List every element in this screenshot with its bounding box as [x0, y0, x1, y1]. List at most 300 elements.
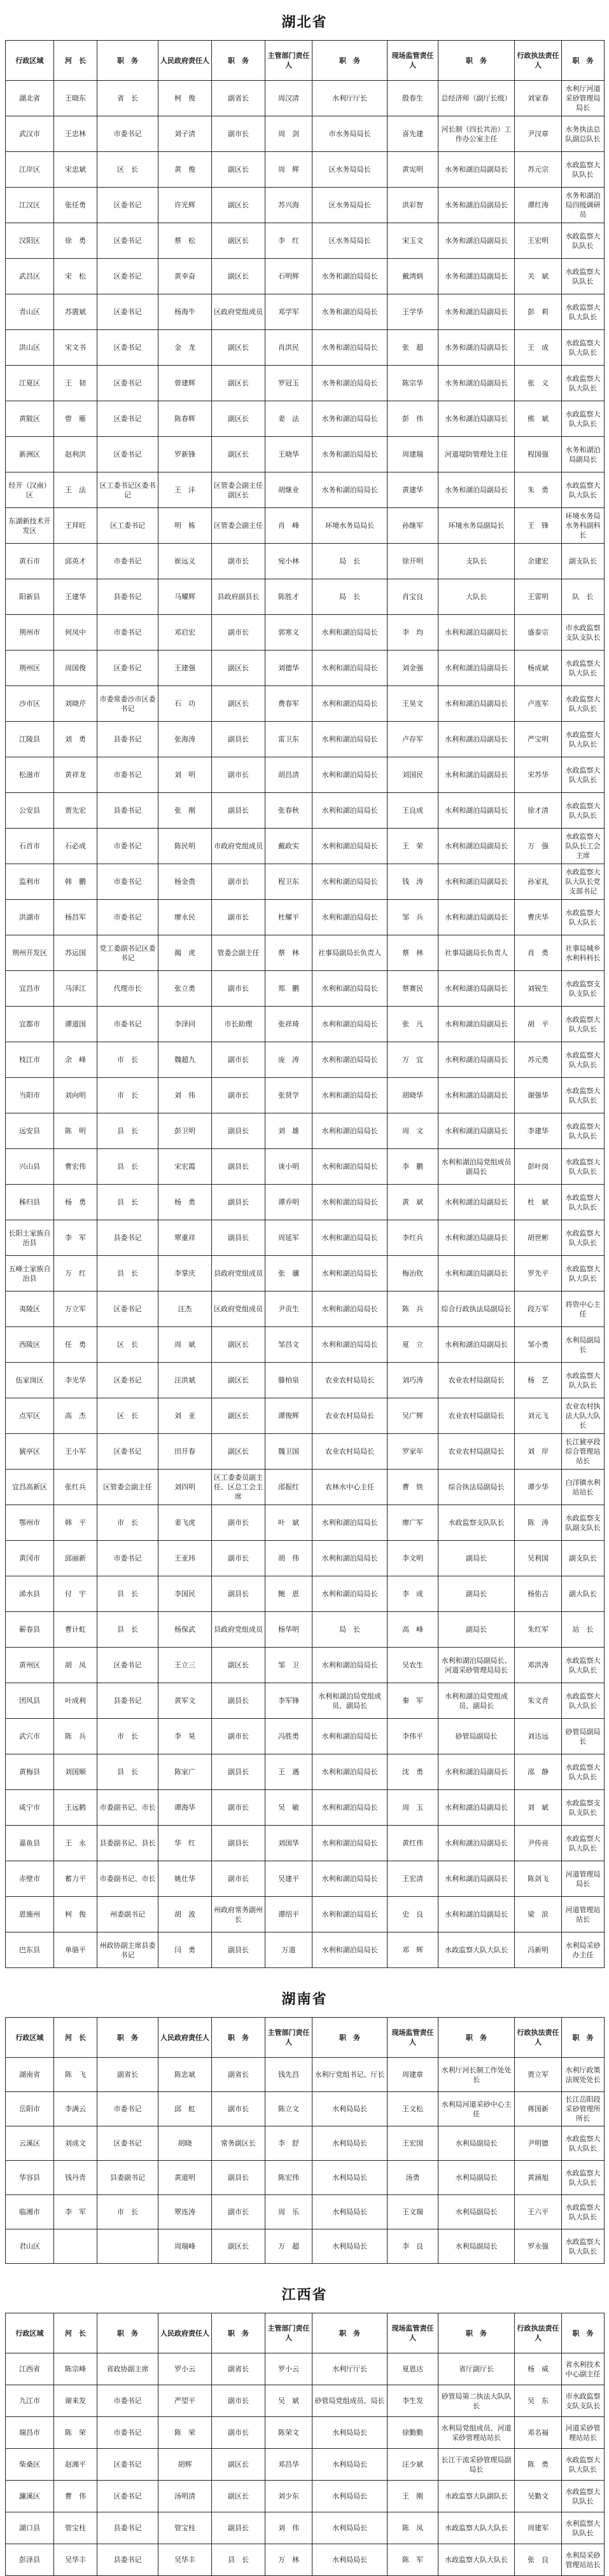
table-cell: 严宝明	[515, 722, 562, 757]
table-cell: 汪杰	[158, 1291, 212, 1327]
table-cell: 市委书记	[97, 544, 158, 579]
column-header: 行政区域	[6, 2018, 54, 2058]
table-cell: 陈剑飞	[515, 1861, 562, 1897]
table-row	[6, 1256, 605, 1291]
table-cell: 钱先昌	[265, 2058, 312, 2092]
table-cell: 水利厅厅长	[312, 81, 388, 116]
table-cell: 洪山区	[6, 330, 54, 366]
table-cell: 蔡 松	[158, 223, 212, 259]
table-cell: 杨成斌	[515, 651, 562, 686]
table-cell: 李 舒	[265, 2126, 312, 2161]
table-cell: 石必成	[54, 829, 97, 864]
table-cell: 水利局局长	[312, 2092, 388, 2126]
table-cell: 田开春	[158, 1434, 212, 1470]
table-cell: 县 长	[97, 1576, 158, 1612]
table-cell: 邱英才	[54, 544, 97, 579]
table-cell: 杜 斌	[515, 1185, 562, 1220]
table-row	[6, 900, 605, 935]
table-cell: 市 长	[97, 1042, 158, 1078]
table-cell: 县委书记	[97, 2512, 158, 2544]
table-cell: 县 长	[97, 1185, 158, 1220]
table-cell: 砂管局副局长	[562, 1719, 605, 1754]
table-cell: 水利和湖泊局局长	[312, 1932, 388, 1968]
table-cell: 胡继业	[265, 472, 312, 508]
table-cell: 陈 勇	[515, 2449, 562, 2481]
table-cell: 宜昌高新区	[6, 1470, 54, 1505]
table-cell: 杨保武	[158, 1612, 212, 1648]
table-cell: 区水务局局长	[312, 152, 388, 188]
table-cell: 王良成	[388, 793, 438, 829]
table-cell: 副县长	[212, 1113, 265, 1149]
table-cell: 水利和湖泊局副局长、河道采砂管理局局长	[438, 1648, 515, 1683]
table-cell: 副区长	[212, 686, 265, 722]
table-cell: 闫 勇	[158, 1932, 212, 1968]
table-cell: 水利和湖泊局副局长	[438, 1220, 515, 1256]
table-cell: 华容县	[6, 2161, 54, 2195]
table-cell: 荆州开发区	[6, 935, 54, 971]
table-cell: 刘 亚	[158, 1398, 212, 1434]
table-cell: 胡晓	[158, 2126, 212, 2161]
table-cell: 蔡 林	[265, 935, 312, 971]
table-cell: 苏元宗	[515, 152, 562, 188]
table-row	[6, 437, 605, 472]
table-cell: 熊 斌	[515, 401, 562, 437]
table-cell: 刘 斌	[515, 1790, 562, 1826]
column-header: 职 务	[212, 2018, 265, 2058]
table-cell: 县委书记	[97, 2544, 158, 2576]
table-cell: 徐开明	[388, 544, 438, 579]
table-cell: 水利和湖泊局副局长	[438, 1861, 515, 1897]
table-cell: 团风县	[6, 1683, 54, 1719]
table-cell: 杨华明	[265, 1612, 312, 1648]
table-cell: 副区长	[212, 2449, 265, 2481]
table-cell: 谭道国	[54, 1007, 97, 1042]
table-cell: 王六平	[515, 2195, 562, 2229]
table-cell: 汉阳区	[6, 223, 54, 259]
table-cell: 副区长	[212, 1648, 265, 1683]
table-cell: 县委书记	[97, 722, 158, 757]
responsibility-table	[5, 2313, 605, 2576]
table-cell: 陈宏伟	[265, 2161, 312, 2195]
table-cell: 李 昊	[158, 1719, 212, 1754]
table-cell: 夷陵区	[6, 1291, 54, 1327]
table-cell: 姚仕华	[158, 1861, 212, 1897]
table-cell: 水利和湖泊局副局长	[438, 900, 515, 935]
table-cell: 水利和湖泊局副局长	[438, 1007, 515, 1042]
table-cell: 万道	[265, 1932, 312, 1968]
table-cell: 水务和湖泊局局长	[312, 366, 388, 401]
table-cell: 市委书记	[97, 1541, 158, 1576]
table-cell: 水政监察大队队长	[562, 223, 605, 259]
table-cell: 徐勤勤	[388, 2417, 438, 2449]
table-cell: 副市长	[212, 2092, 265, 2126]
table-cell: 区 长	[97, 1398, 158, 1434]
table-cell: 副县长	[212, 2161, 265, 2195]
table-cell: 嘉鱼县	[6, 1826, 54, 1861]
table-cell: 副省长	[212, 81, 265, 116]
table-cell: 县委书记	[97, 793, 158, 829]
table-cell: 水务和湖泊局局长	[312, 401, 388, 437]
table-cell: 水务和湖泊局局长	[312, 294, 388, 330]
column-header: 人民政府责任人	[158, 2313, 212, 2353]
table-cell: 黄 俊	[158, 152, 212, 188]
column-header: 职 务	[312, 2313, 388, 2353]
table-cell: 水利和湖泊局局长	[312, 757, 388, 793]
table-cell: 水务和湖泊局四级调研员	[562, 188, 605, 223]
table-cell: 农业农村局副局长	[438, 1398, 515, 1434]
table-cell: 王 成	[515, 330, 562, 366]
table-cell: 市委副书记、市长	[97, 1861, 158, 1897]
table-cell: 王小军	[54, 1434, 97, 1470]
table-cell: 水利和湖泊局局长	[312, 1042, 388, 1078]
table-cell: 水利和湖泊局局长	[312, 1007, 388, 1042]
table-cell: 区委书记	[97, 2449, 158, 2481]
table-cell: 支队长	[438, 544, 515, 579]
table-cell: 水利和湖泊局局长	[312, 1149, 388, 1185]
table-cell: 杨 勇	[158, 1185, 212, 1220]
table-cell: 沈 勇	[388, 1754, 438, 1790]
table-cell: 副区长	[212, 2481, 265, 2512]
table-cell: 周 斌	[158, 1327, 212, 1363]
table-cell: 张 义	[515, 366, 562, 401]
responsibility-table	[5, 2017, 605, 2264]
table-cell: 彭 莉	[515, 294, 562, 330]
table-cell: 水政监察大队大队长	[438, 1932, 515, 1968]
table-cell: 湖北省	[6, 81, 54, 116]
table-cell: 区委书记	[97, 1648, 158, 1683]
table-cell: 党工委副书记区委书记	[97, 935, 158, 971]
table-cell: 曾建辉	[158, 366, 212, 401]
column-header: 职 务	[562, 2313, 605, 2353]
table-cell: 王晓华	[265, 437, 312, 472]
table-cell: 水利和湖泊局副局长	[438, 757, 515, 793]
table-cell: 彭卫明	[158, 1113, 212, 1149]
table-cell: 市 长	[97, 1719, 158, 1754]
table-cell: 县委书记	[97, 1683, 158, 1719]
responsibility-table	[5, 40, 605, 1968]
table-cell: 陈立文	[265, 2092, 312, 2126]
table-cell: 肖洪民	[265, 330, 312, 366]
table-cell: 刘国华	[265, 1826, 312, 1861]
table-cell: 刘子清	[158, 116, 212, 152]
table-cell: 柯 俊	[158, 81, 212, 116]
table-cell: 杨 威	[515, 2353, 562, 2385]
table-cell: 尹贡生	[265, 1291, 312, 1327]
table-cell: 王拜旺	[54, 508, 97, 544]
table-cell: 市委书记	[97, 757, 158, 793]
table-cell: 张海涛	[158, 722, 212, 757]
table-cell: 区管委会副主任	[212, 508, 265, 544]
table-cell: 河道管理站站长	[562, 1897, 605, 1932]
table-cell: 社事局城乡水利科科长	[562, 935, 605, 971]
table-cell: 陈忠斌	[158, 2058, 212, 2092]
table-cell: 罗永强	[515, 2229, 562, 2264]
table-cell: 水利和湖泊局局长	[312, 615, 388, 651]
table-cell: 崔远义	[158, 544, 212, 579]
table-cell: 周瑞峰	[158, 2229, 212, 2264]
table-cell: 县 长	[212, 2544, 265, 2576]
table-cell: 水利和湖泊局副局长	[438, 686, 515, 722]
table-cell: 水利和湖泊局副局长	[438, 1113, 515, 1149]
table-cell: 殷春生	[388, 81, 438, 116]
table-row	[6, 829, 605, 864]
table-cell: 陈宗华	[388, 366, 438, 401]
table-row	[6, 2481, 605, 2512]
table-cell: 河道堤防管理处主任	[438, 437, 515, 472]
table-cell: 黄红伟	[388, 1826, 438, 1861]
table-cell: 肖宝良	[388, 579, 438, 615]
table-cell: 水政监察大队大队长	[562, 472, 605, 508]
table-cell: 周建章	[388, 2058, 438, 2092]
table-cell: 马泽江	[54, 971, 97, 1007]
table-cell: 赵利洪	[54, 437, 97, 472]
table-cell: 陈 兵	[54, 1719, 97, 1754]
table-cell: 区委书记	[97, 366, 158, 401]
table-cell: 张 超	[388, 330, 438, 366]
table-cell: 水利和湖泊局局长	[312, 1256, 388, 1291]
table-cell: 周 文	[388, 1113, 438, 1149]
table-cell: 胡世彬	[515, 1220, 562, 1256]
table-cell: 副县长	[212, 793, 265, 829]
table-cell: 水政监察大队大队长党支部书记	[562, 864, 605, 900]
table-cell: 水利和湖泊局局长	[312, 971, 388, 1007]
table-row	[6, 472, 605, 508]
table-cell: 副省长	[212, 2353, 265, 2385]
table-row	[6, 615, 605, 651]
table-cell: 余 峰	[54, 1042, 97, 1078]
table-cell: 农业农村局局长	[312, 1398, 388, 1434]
table-cell: 副县长	[212, 1932, 265, 1968]
table-cell: 市 长	[97, 1505, 158, 1541]
table-cell: 水利和湖泊局党组成员副局长	[438, 1149, 515, 1185]
table-cell: 区 长	[97, 1327, 158, 1363]
table-cell: 张红兵	[54, 1470, 97, 1505]
column-header: 主管部门责任人	[265, 41, 312, 81]
table-row	[6, 1078, 605, 1113]
table-cell: 徐 勇	[54, 223, 97, 259]
table-cell: 胡 伟	[265, 1541, 312, 1576]
table-cell: 水利和湖泊局局长	[312, 1826, 388, 1861]
table-cell: 张 凡	[388, 1007, 438, 1042]
table-cell: 刘金强	[388, 651, 438, 686]
table-cell: 县 长	[97, 1754, 158, 1790]
table-cell: 水利和湖泊局副局长	[438, 1327, 515, 1363]
table-cell: 吴 斌	[265, 2385, 312, 2417]
table-cell: 水政监察大队队长工会主席	[562, 829, 605, 864]
table-cell: 李 成	[388, 1576, 438, 1612]
table-cell: 区管委会副主任副区长	[212, 472, 265, 508]
table-cell: 市委副书记、市长	[97, 1790, 158, 1826]
table-cell: 区委书记	[97, 2481, 158, 2512]
table-cell: 区工委书记区委书记	[97, 472, 158, 508]
table-cell: 梁 滨	[515, 1897, 562, 1932]
table-cell: 王远鹤	[54, 1790, 97, 1826]
table-cell: 区工委委员副主任、区总工会主席	[212, 1470, 265, 1505]
table-cell: 曹宏伟	[54, 1149, 97, 1185]
column-header: 职 务	[97, 41, 158, 81]
table-cell: 王 永	[54, 1826, 97, 1861]
table-cell: 陈家广	[158, 1754, 212, 1790]
table-cell: 喜先建	[388, 116, 438, 152]
column-header: 现场监管责任人	[388, 2018, 438, 2058]
table-cell: 郑 鹏	[265, 971, 312, 1007]
table-cell: 王 沣	[158, 472, 212, 508]
table-cell: 陈 兵	[388, 1291, 438, 1327]
table-row	[6, 2449, 605, 2481]
table-cell: 雷卫东	[265, 722, 312, 757]
table-cell: 张贤学	[265, 1078, 312, 1113]
table-cell: 水政监察大队大队长	[562, 1754, 605, 1790]
table-cell: 区委书记	[97, 330, 158, 366]
table-cell: 东湖新技术开发区	[6, 508, 54, 544]
table-cell: 水利和湖泊局副局长	[438, 615, 515, 651]
table-cell: 吴建平	[265, 1861, 312, 1897]
table-cell: 李生发	[388, 2385, 438, 2417]
table-cell: 农业农村执法大队大队长	[562, 1398, 605, 1434]
table-cell: 市水务局局长	[312, 116, 388, 152]
table-cell: 水政监察大队大队长	[562, 1256, 605, 1291]
table-cell: 水利局局长	[312, 2229, 388, 2264]
table-cell: 水利和湖泊局局长	[312, 793, 388, 829]
table-cell: 水政监察大队大队长	[562, 2195, 605, 2229]
table-cell: 朱文青	[515, 1683, 562, 1719]
table-cell: 远安县	[6, 1113, 54, 1149]
table-cell: 市水政监察支队支队长	[562, 2385, 605, 2417]
table-cell: 王建华	[54, 579, 97, 615]
table-cell: 万立军	[54, 1291, 97, 1327]
table-cell: 水利局局长	[312, 2449, 388, 2481]
table-cell: 区 长	[97, 152, 158, 188]
table-cell: 区委书记	[97, 2126, 158, 2161]
table-cell	[54, 2229, 97, 2264]
table-cell: 苏兴海	[265, 188, 312, 223]
table-cell: 蒋国新	[515, 2092, 562, 2126]
table-cell: 水利局局长	[312, 2195, 388, 2229]
table-cell: 夏恩达	[388, 2353, 438, 2385]
table-cell: 黄道明	[158, 2161, 212, 2195]
table-cell: 水务和湖泊局副局长	[438, 472, 515, 508]
table-cell: 吴勤文	[515, 2481, 562, 2512]
table-cell: 万 超	[265, 2229, 312, 2264]
table-cell: 水政监察大队大队长	[438, 2512, 515, 2544]
table-cell: 黄涵旭	[515, 2161, 562, 2195]
table-cell: 关 斌	[515, 259, 562, 294]
table-cell: 谭少华	[515, 1470, 562, 1505]
table-cell: 副市长	[212, 1078, 265, 1113]
table-cell: 王亚玮	[158, 1541, 212, 1576]
table-cell: 区委书记	[97, 1434, 158, 1470]
table-cell: 副局长	[438, 1541, 515, 1576]
table-cell: 尹汉章	[515, 116, 562, 152]
table-cell: 临湘市	[6, 2195, 54, 2229]
table-cell: 副省长	[212, 2058, 265, 2092]
column-header: 行政区域	[6, 2313, 54, 2353]
table-cell: 覃连涛	[158, 2195, 212, 2229]
table-cell: 阳新县	[6, 579, 54, 615]
table-row	[6, 116, 605, 152]
table-cell: 江夏区	[6, 366, 54, 401]
table-cell: 水政监察大队队长	[562, 259, 605, 294]
table-cell: 县 长	[97, 1149, 158, 1185]
table-cell: 副区长	[212, 1327, 265, 1363]
table-cell: 水利局局长	[312, 2126, 388, 2161]
table-cell: 水利和湖泊局局长	[312, 722, 388, 757]
table-cell: 水利和湖泊局副局长	[438, 1256, 515, 1291]
table-cell: 长江猇亭段综合管理站站长	[562, 1434, 605, 1470]
table-row	[6, 686, 605, 722]
table-cell: 邹 卫	[265, 1648, 312, 1683]
table-row	[6, 1398, 605, 1434]
table-cell: 水利局局长	[312, 2481, 388, 2512]
table-cell: 彭泽县	[6, 2544, 54, 2576]
table-cell: 李伟平	[388, 1719, 438, 1754]
table-cell: 兴山县	[6, 1149, 54, 1185]
table-row	[6, 935, 605, 971]
table-cell: 张 骥	[265, 1256, 312, 1291]
table-cell	[97, 2229, 158, 2264]
table-cell: 戴鸿炳	[388, 259, 438, 294]
table-row	[6, 1683, 605, 1719]
table-cell: 水务和湖泊局副局长	[438, 223, 515, 259]
table-cell: 水政监察大队大队长	[562, 1648, 605, 1683]
table-cell: 刘晓芹	[54, 686, 97, 722]
table-cell: 谭海华	[158, 1790, 212, 1826]
table-cell: 曹 伟	[54, 2481, 97, 2512]
table-cell: 水政监察大队大队长	[562, 1042, 605, 1078]
table-cell: 罗小云	[265, 2353, 312, 2385]
table-cell: 杜耀平	[265, 900, 312, 935]
column-header: 河 长	[54, 2313, 97, 2353]
table-cell: 副区长	[212, 437, 265, 472]
table-cell: 社事局副局长负责人	[312, 935, 388, 971]
table-cell: 水利和湖泊局副局长	[438, 1897, 515, 1932]
table-cell: 湖南省	[6, 2058, 54, 2092]
table-cell: 管委会副主任	[212, 935, 265, 971]
table-cell: 水利局局长	[312, 2544, 388, 2576]
table-cell: 武昌区	[6, 259, 54, 294]
table-cell: 水政监察支队支队长	[562, 971, 605, 1007]
table-cell: 宋 松	[54, 259, 97, 294]
table-cell: 荆州市	[6, 615, 54, 651]
table-cell: 水政监察大队大队长	[562, 1683, 605, 1719]
table-cell: 环境水务局局长	[312, 508, 388, 544]
table-cell: 局 长	[312, 1612, 388, 1648]
table-cell: 水政监察支队副支队长	[562, 1505, 605, 1541]
table-cell: 邹 兵	[388, 900, 438, 935]
table-cell: 赵湘平	[54, 2449, 97, 2481]
table-cell: 水务和湖泊局局长	[312, 437, 388, 472]
table-cell: 高 杰	[54, 1398, 97, 1434]
table-row	[6, 1220, 605, 1256]
table-row	[6, 2544, 605, 2576]
table-row	[6, 401, 605, 437]
table-row	[6, 1363, 605, 1398]
table-cell: 黄州区	[6, 1648, 54, 1683]
table-cell: 副市长	[212, 544, 265, 579]
table-cell: 河道管理局局长	[562, 1861, 605, 1897]
table-cell: 副市长	[212, 864, 265, 900]
table-cell: 李文明	[388, 1541, 438, 1576]
table-cell: 高 峰	[388, 1612, 438, 1648]
table-cell: 梅治钦	[388, 1256, 438, 1291]
table-cell: 区委书记	[97, 651, 158, 686]
table-cell: 水利监察大队队长	[562, 2512, 605, 2544]
table-cell: 苏元勇	[515, 1042, 562, 1078]
table-row	[6, 1861, 605, 1897]
table-cell: 蕲春县	[6, 1612, 54, 1648]
table-cell: 曾 雁	[54, 401, 97, 437]
table-cell: 水政监察大队大队长	[562, 2449, 605, 2481]
